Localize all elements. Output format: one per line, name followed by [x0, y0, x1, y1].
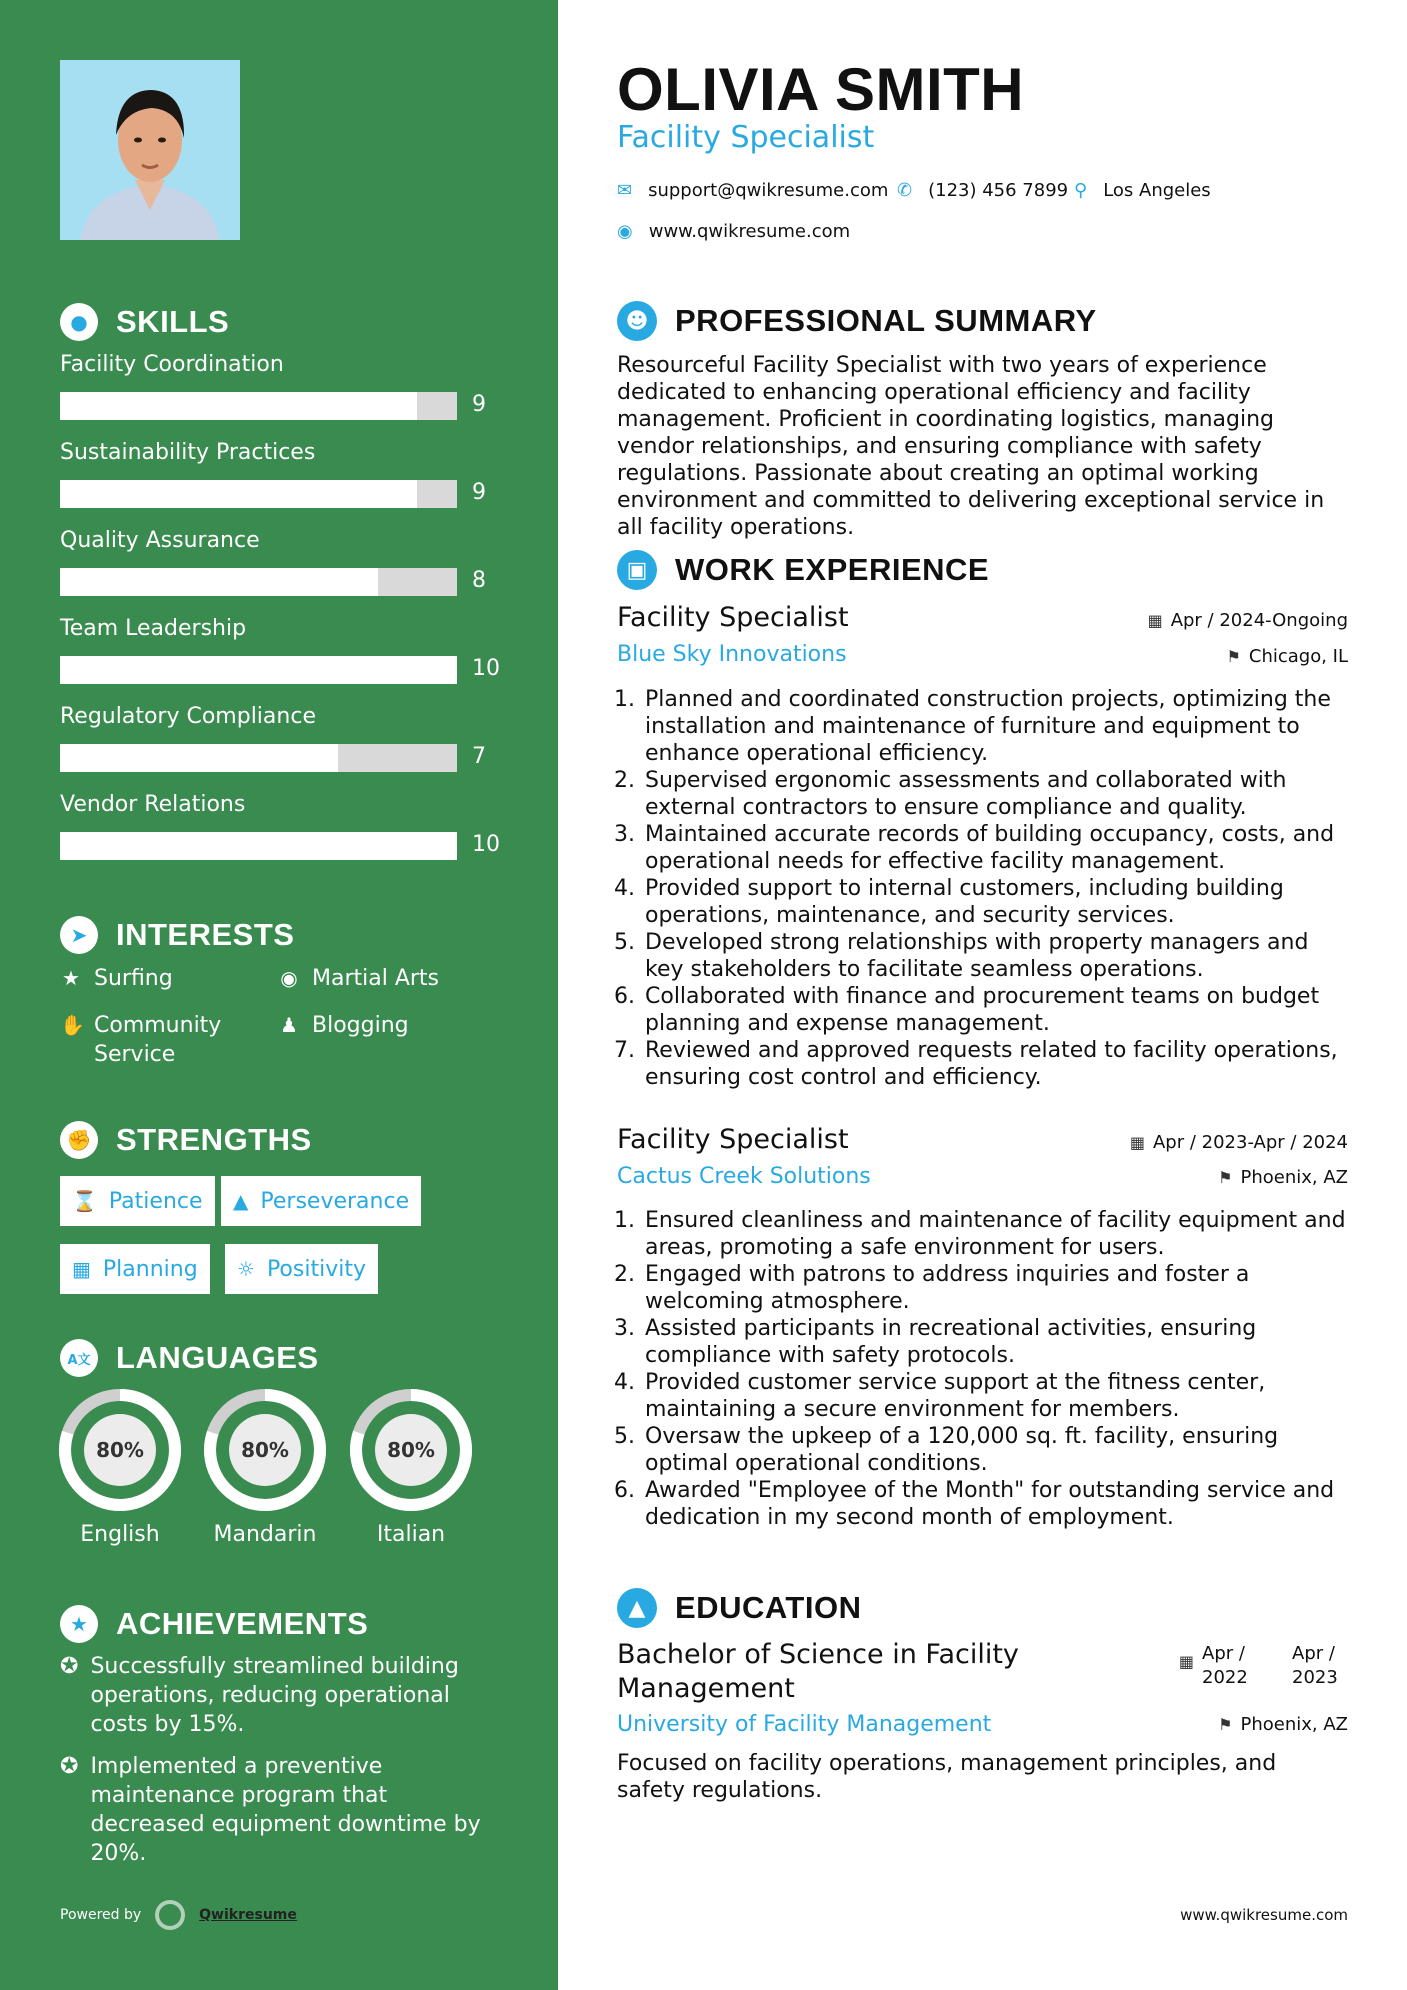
skill-bar [60, 392, 457, 420]
candidate-role: Facility Specialist [617, 120, 875, 155]
achievements-header [60, 1605, 368, 1643]
list-item: 3. Maintained accurate records of building occupancy, costs, and operational needs for effective facility management. [614, 822, 1335, 874]
list-item: 4. Provided support to internal customers, including building operations, maintenance, and security services. [614, 876, 1284, 928]
job-bullets [609, 1207, 1349, 1531]
language-ring [203, 1388, 327, 1516]
skill-name: Quality Assurance [60, 528, 260, 553]
skill-value: 10 [472, 656, 500, 681]
profile-photo [60, 60, 240, 240]
qwikresume-logo-icon [155, 1900, 185, 1930]
star-badge-icon: ★ [60, 1605, 98, 1643]
language-ring-graphic [203, 1388, 327, 1512]
paper-plane-icon: ➤ [60, 916, 98, 954]
pin-icon: ⚑ [1218, 1168, 1233, 1187]
skill-bar [60, 656, 457, 684]
languages-header [60, 1339, 319, 1377]
user-icon: ☻ [617, 301, 657, 341]
list-item: 2. Supervised ergonomic assessments and collaborated with external contractors to ensure compliance and quality. [614, 768, 1287, 820]
list-item: 3. Assisted participants in recreational activities, ensuring compliance with safety protocols. [614, 1316, 1257, 1368]
candidate-name: OLIVIA SMITH [617, 56, 1025, 123]
interest-item: ◉ Martial Arts [278, 964, 439, 993]
skill-name: Regulatory Compliance [60, 704, 316, 729]
strengths-title: STRENGTHS [116, 1122, 312, 1157]
list-item: 4. Provided customer service support at the fitness center, maintaining a secure environment for members. [614, 1370, 1266, 1422]
interests-title: INTERESTS [116, 917, 295, 952]
sun-icon: ☼ [237, 1257, 255, 1281]
education-header [617, 1588, 861, 1628]
skills-header [60, 303, 229, 341]
skill-bar [60, 480, 457, 508]
list-item: 7. Reviewed and approved requests related to facility operations, ensuring cost control and efficiency. [614, 1038, 1338, 1090]
job-location: ⚑ Chicago, IL [1226, 646, 1348, 667]
list-item: 2. Engaged with patrons to address inquiries and foster a welcoming atmosphere. [614, 1262, 1250, 1314]
calendar-icon: ▦ [1147, 611, 1163, 630]
skill-bar [60, 832, 457, 860]
job-dates: ▦ Apr / 2023-Apr / 2024 [1129, 1132, 1348, 1153]
language-percent: 80% [241, 1438, 289, 1462]
interest-item: ★ Surfing [60, 964, 173, 993]
language-name: English [80, 1522, 160, 1547]
calendar-icon: ▦ [72, 1257, 91, 1281]
strength-tag: ☼ Positivity [225, 1244, 378, 1294]
envelope-icon: ✉ [617, 180, 633, 201]
contact-website[interactable]: ◉ www.qwikresume.com [617, 221, 851, 242]
contact-location: ⚲ Los Angeles [1074, 180, 1211, 201]
job-title: Facility Specialist [617, 602, 849, 633]
skill-value: 7 [472, 744, 486, 769]
school-name: University of Facility Management [617, 1712, 992, 1737]
work-title: WORK EXPERIENCE [675, 552, 990, 587]
language-ring [58, 1388, 182, 1516]
lightbulb-icon: ● [60, 303, 98, 341]
list-item: 1. Planned and coordinated construction projects, optimizing the installation and maintenance of furniture and equipment to enhance operational efficiency. [614, 687, 1331, 766]
pin-icon: ⚑ [1218, 1715, 1233, 1734]
skill-name: Vendor Relations [60, 792, 246, 817]
language-ring-graphic [58, 1388, 182, 1512]
road-icon: ▲ [233, 1189, 249, 1213]
phone-icon: ✆ [897, 180, 913, 201]
job-location: ⚑ Phoenix, AZ [1218, 1167, 1348, 1188]
job-dates: ▦ Apr / 2024-Ongoing [1147, 610, 1348, 631]
job-company: Blue Sky Innovations [617, 642, 847, 667]
calendar-icon: ▦ [1178, 1652, 1194, 1671]
language-percent: 80% [96, 1438, 144, 1462]
sidebar [0, 0, 558, 1990]
skill-name: Facility Coordination [60, 352, 284, 377]
star-icon: ★ [62, 966, 80, 990]
job-bullets [609, 686, 1349, 1091]
map-pin-icon: ⚲ [1074, 180, 1088, 201]
hand-icon: ✋ [60, 1013, 85, 1037]
shooting-star-icon: ✪ [60, 1654, 79, 1679]
work-header [617, 550, 989, 590]
list-item: 5. Developed strong relationships with property managers and key stakeholders to facilitate seamless operations. [614, 930, 1309, 982]
education-dates: ▦ Apr / 2022 Apr / 2023 [1178, 1643, 1338, 1688]
strength-tag: ▲ Perseverance [221, 1176, 421, 1226]
job-title: Facility Specialist [617, 1124, 849, 1155]
powered-by: Powered by Qwikresume [60, 1900, 297, 1930]
calendar-icon: ▦ [1129, 1133, 1145, 1152]
summary-text: Resourceful Facility Specialist with two years of experience dedicated to enhancing operational efficiency and facility management. Proficient in coordinating logistics, managing vendor relationships, and ensuring compliance with safety regulations. Passionate about creating an optimal working environment and committed to delivering exceptional service in all facility operations. [617, 353, 1325, 540]
education-title: EDUCATION [675, 1590, 862, 1625]
summary-title: PROFESSIONAL SUMMARY [675, 303, 1097, 338]
education-location: ⚑ Phoenix, AZ [1218, 1714, 1348, 1735]
language-icon: A文 [60, 1339, 98, 1377]
strengths-header [60, 1121, 312, 1159]
list-item: 5. Oversaw the upkeep of a 120,000 sq. ft. facility, ensuring optimal operational conditions. [614, 1424, 1279, 1476]
list-item: 6. Collaborated with finance and procurement teams on budget planning and expense management. [614, 984, 1320, 1036]
summary-header [617, 301, 1097, 341]
languages-title: LANGUAGES [116, 1340, 319, 1375]
shooting-star-icon: ✪ [60, 1754, 79, 1779]
language-name: Italian [376, 1522, 446, 1547]
skill-value: 9 [472, 480, 486, 505]
group-icon: ♟ [280, 1013, 298, 1037]
skill-bar [60, 568, 457, 596]
skill-bar [60, 744, 457, 772]
achievement-item: ✪ Successfully streamlined building operations, reducing operational costs by 15%. [60, 1654, 459, 1737]
pin-icon: ⚑ [1226, 647, 1241, 666]
interest-item: ♟ Blogging [278, 1011, 409, 1040]
skill-value: 9 [472, 392, 486, 417]
fist-icon: ✊ [60, 1121, 98, 1159]
brand-link[interactable]: Qwikresume [199, 1907, 297, 1923]
skills-title: SKILLS [116, 304, 230, 339]
interest-item: ✋ Community Service [60, 1013, 222, 1067]
language-percent: 80% [387, 1438, 435, 1462]
education-description: Focused on facility operations, management principles, and safety regulations. [617, 1751, 1277, 1803]
job-company: Cactus Creek Solutions [617, 1164, 871, 1189]
skill-value: 8 [472, 568, 486, 593]
globe-icon: ◉ [280, 966, 298, 990]
list-item: 1. Ensured cleanliness and maintenance of facility equipment and areas, promoting a safe environment for users. [614, 1208, 1346, 1260]
list-item: 6. Awarded "Employee of the Month" for outstanding service and dedication in my second month of employment. [614, 1478, 1335, 1530]
graduation-icon: ▲ [617, 1588, 657, 1628]
office-chair-icon: ▣ [617, 550, 657, 590]
contact-phone[interactable]: ✆ (123) 456 7899 [897, 180, 1069, 201]
language-ring [349, 1388, 473, 1516]
achievement-item: ✪ Implemented a preventive maintenance program that decreased equipment downtime by 20%. [60, 1754, 481, 1866]
achievements-title: ACHIEVEMENTS [116, 1606, 369, 1641]
contact-email[interactable]: ✉ support@qwikresume.com [617, 180, 889, 201]
strength-tag: ▦ Planning [60, 1244, 210, 1294]
language-name: Mandarin [213, 1522, 317, 1547]
skill-name: Team Leadership [60, 616, 247, 641]
language-ring-graphic [349, 1388, 473, 1512]
strength-tag: ⌛ Patience [60, 1176, 215, 1226]
hourglass-icon: ⌛ [72, 1189, 97, 1213]
interests-header [60, 916, 294, 954]
footer-url[interactable]: www.qwikresume.com [1180, 1906, 1348, 1924]
degree-title: Bachelor of Science in Facility Management [617, 1639, 1019, 1704]
skill-value: 10 [472, 832, 500, 857]
skill-name: Sustainability Practices [60, 440, 316, 465]
globe-icon: ◉ [617, 221, 633, 242]
